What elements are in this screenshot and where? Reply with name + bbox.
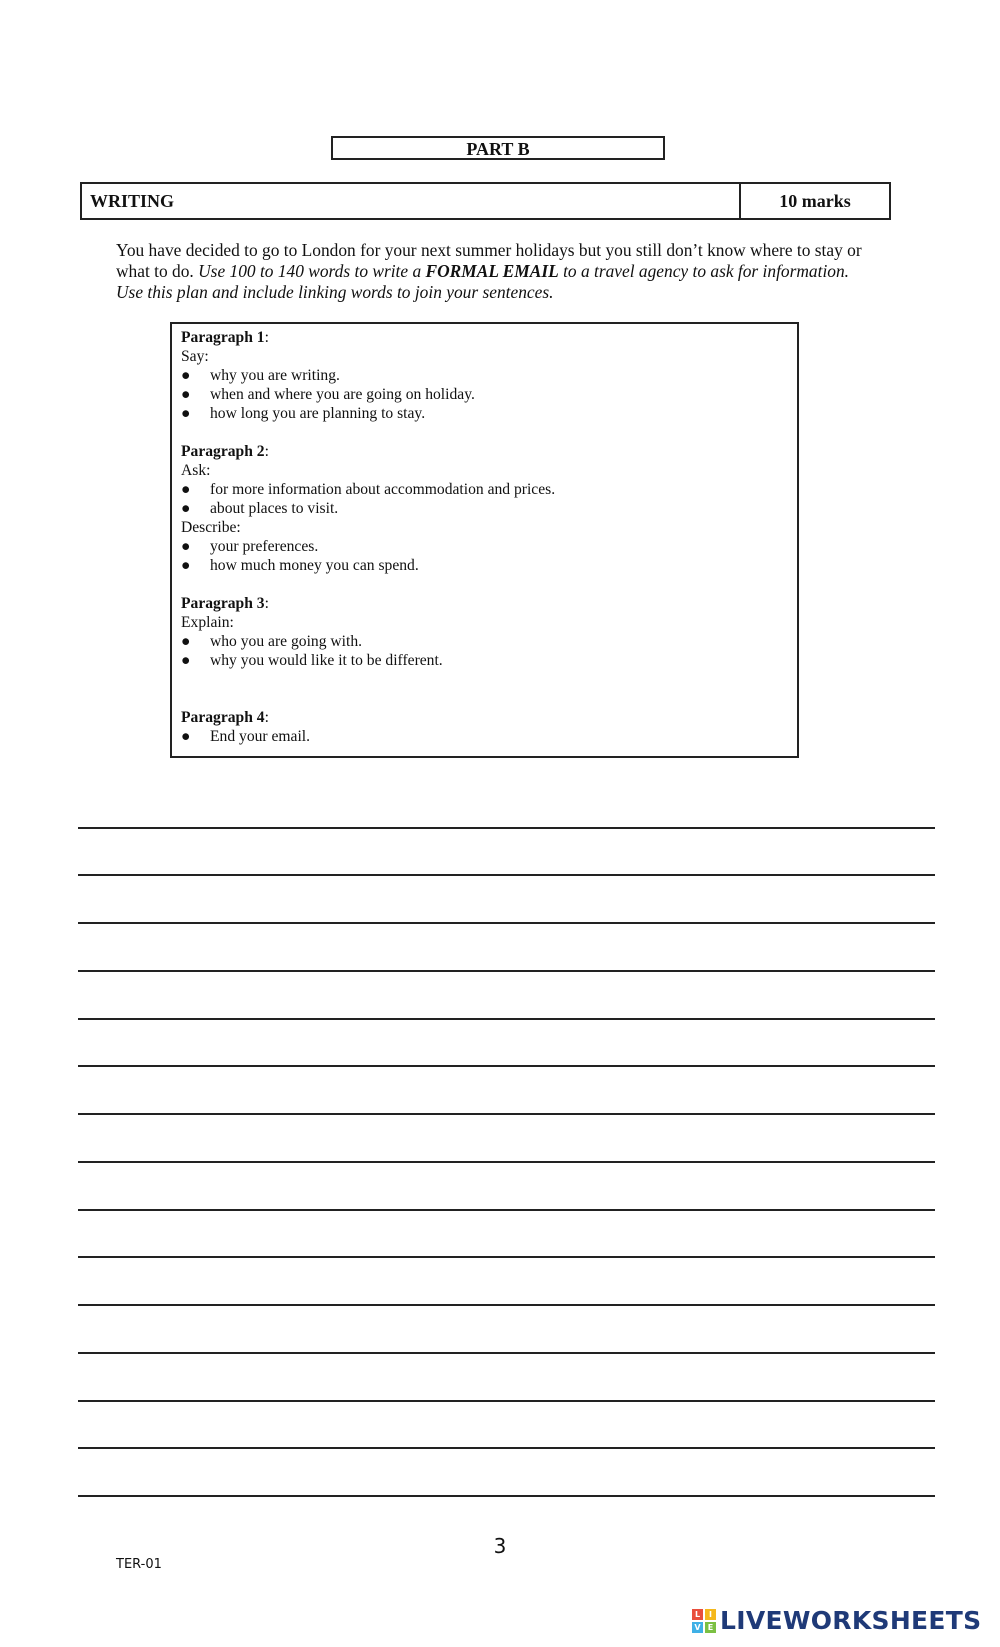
paragraph-1-title: Paragraph 1: [181, 329, 269, 346]
page-number: 3 [493, 1534, 507, 1558]
list-item: ● who you are going with. [181, 633, 363, 650]
task-instructions [116, 240, 876, 303]
answer-line[interactable] [78, 1113, 935, 1115]
answer-line[interactable] [78, 1304, 935, 1306]
answer-line[interactable] [78, 1495, 935, 1497]
answer-line[interactable] [78, 1209, 935, 1211]
logo-text: LIVEWORKSHEETS [720, 1606, 982, 1635]
answer-line[interactable] [78, 1352, 935, 1354]
answer-line[interactable] [78, 874, 935, 876]
answer-line[interactable] [78, 1161, 935, 1163]
paragraph-2-verb-2: Describe: [181, 519, 241, 536]
list-item: ● about places to visit. [181, 500, 339, 517]
paragraph-4-title: Paragraph 4: [181, 709, 269, 726]
marks-label: 10 marks [739, 184, 889, 218]
part-label: PART B [331, 136, 665, 160]
writing-plan-box [170, 322, 799, 758]
answer-line[interactable] [78, 922, 935, 924]
liveworksheets-logo [692, 1606, 981, 1635]
paragraph-3-title: Paragraph 3: [181, 595, 269, 612]
paragraph-2-verb: Ask: [181, 462, 211, 479]
list-item: ● how long you are planning to stay. [181, 405, 426, 422]
list-item: ● your preferences. [181, 538, 319, 555]
paragraph-1-verb: Say: [181, 348, 209, 365]
document-code: TER-01 [116, 1557, 162, 1572]
instructions-task-b: to a travel agency to ask for information. Use this plan and include linking words to join your sentences. [116, 261, 850, 302]
list-item: ● how much money you can spend. [181, 557, 419, 574]
instructions-task-emphasis: FORMAL EMAIL [425, 261, 559, 281]
paragraph-2-title: Paragraph 2: [181, 443, 269, 460]
list-item: ● why you are writing. [181, 367, 340, 384]
list-item: ● End your email. [181, 728, 311, 745]
section-title: WRITING [90, 191, 175, 211]
list-item: ● for more information about accommodation and prices. [181, 481, 556, 498]
answer-line[interactable] [78, 1447, 935, 1449]
answer-line[interactable] [78, 1065, 935, 1067]
list-item: ● why you would like it to be different. [181, 652, 443, 669]
section-header [80, 182, 891, 220]
answer-line[interactable] [78, 1256, 935, 1258]
instructions-context: You have decided to go to London for your next summer holidays but you still don’t know where to stay or what to do. [116, 240, 862, 281]
list-item: ● when and where you are going on holiday. [181, 386, 475, 403]
answer-line[interactable] [78, 1018, 935, 1020]
answer-line[interactable] [78, 1400, 935, 1402]
instructions-task-a: Use 100 to 140 words to write a [198, 261, 422, 281]
answer-line[interactable] [78, 827, 935, 829]
logo-mark-icon: L I V E [692, 1609, 716, 1633]
paragraph-3-verb: Explain: [181, 614, 234, 631]
answer-line[interactable] [78, 970, 935, 972]
